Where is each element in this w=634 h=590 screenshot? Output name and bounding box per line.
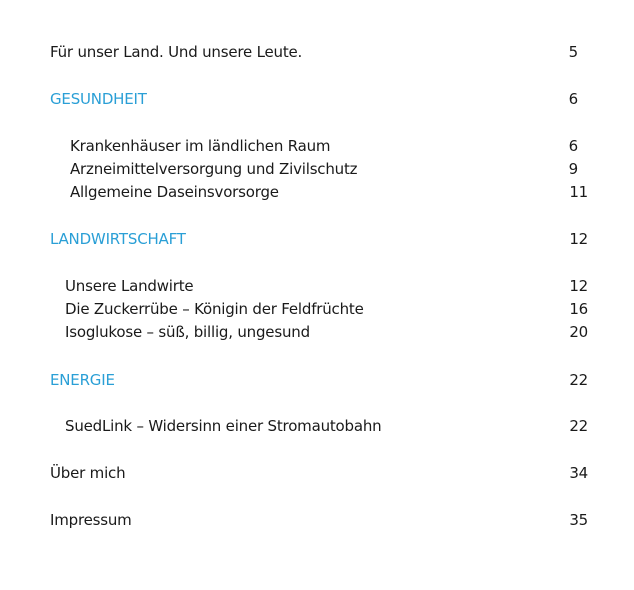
toc-entry-label: Arzneimittelversorgung und Zivilschutz — [70, 160, 358, 178]
toc-entry-page: 22 — [569, 417, 588, 435]
toc-section-energie[interactable] — [0, 369, 634, 391]
toc-entry-intro[interactable] — [0, 41, 634, 63]
toc-section-page: 22 — [569, 371, 588, 389]
toc-section-landwirtschaft[interactable] — [0, 228, 634, 250]
toc-entry-label: Allgemeine Daseinsvorsorge — [70, 183, 279, 201]
toc-entry-page: 35 — [569, 511, 588, 529]
toc-entry-page: 5 — [568, 43, 578, 61]
toc-entry-ueber-mich[interactable] — [0, 462, 634, 484]
toc-entry-label: Über mich — [50, 464, 126, 482]
toc-entry-label: Krankenhäuser im ländlichen Raum — [70, 137, 331, 155]
toc-section-title: LANDWIRTSCHAFT — [50, 230, 186, 248]
toc-section-gesundheit[interactable] — [0, 88, 634, 110]
toc-section-page: 12 — [569, 230, 588, 248]
toc-entry-daseinsvorsorge[interactable] — [0, 181, 634, 203]
toc-entry-impressum[interactable] — [0, 509, 634, 531]
toc-entry-page: 11 — [569, 183, 588, 201]
toc-section-page: 6 — [568, 90, 578, 108]
toc-entry-page: 16 — [569, 300, 588, 318]
toc-entry-isoglukose[interactable] — [0, 321, 634, 343]
toc-entry-label: SuedLink – Widersinn einer Stromautobahn — [65, 417, 382, 435]
toc-entry-krankenhaeuser[interactable] — [0, 135, 634, 157]
toc-entry-zuckerruebe[interactable] — [0, 298, 634, 320]
toc-entry-label: Unsere Landwirte — [65, 277, 194, 295]
toc-section-title: GESUNDHEIT — [50, 90, 147, 108]
toc-entry-suedlink[interactable] — [0, 415, 634, 437]
toc-entry-page: 20 — [569, 323, 588, 341]
toc-entry-label: Für unser Land. Und unsere Leute. — [50, 43, 303, 61]
toc-section-title: ENERGIE — [50, 371, 115, 389]
toc-entry-page: 6 — [568, 137, 578, 155]
toc-entry-arzneimittel[interactable] — [0, 158, 634, 180]
toc-entry-label: Isoglukose – süß, billig, ungesund — [65, 323, 310, 341]
toc-entry-page: 12 — [569, 277, 588, 295]
toc-entry-label: Impressum — [50, 511, 132, 529]
toc-entry-page: 9 — [568, 160, 578, 178]
toc-entry-landwirte[interactable] — [0, 275, 634, 297]
toc-entry-page: 34 — [569, 464, 588, 482]
toc-entry-label: Die Zuckerrübe – Königin der Feldfrüchte — [65, 300, 364, 318]
